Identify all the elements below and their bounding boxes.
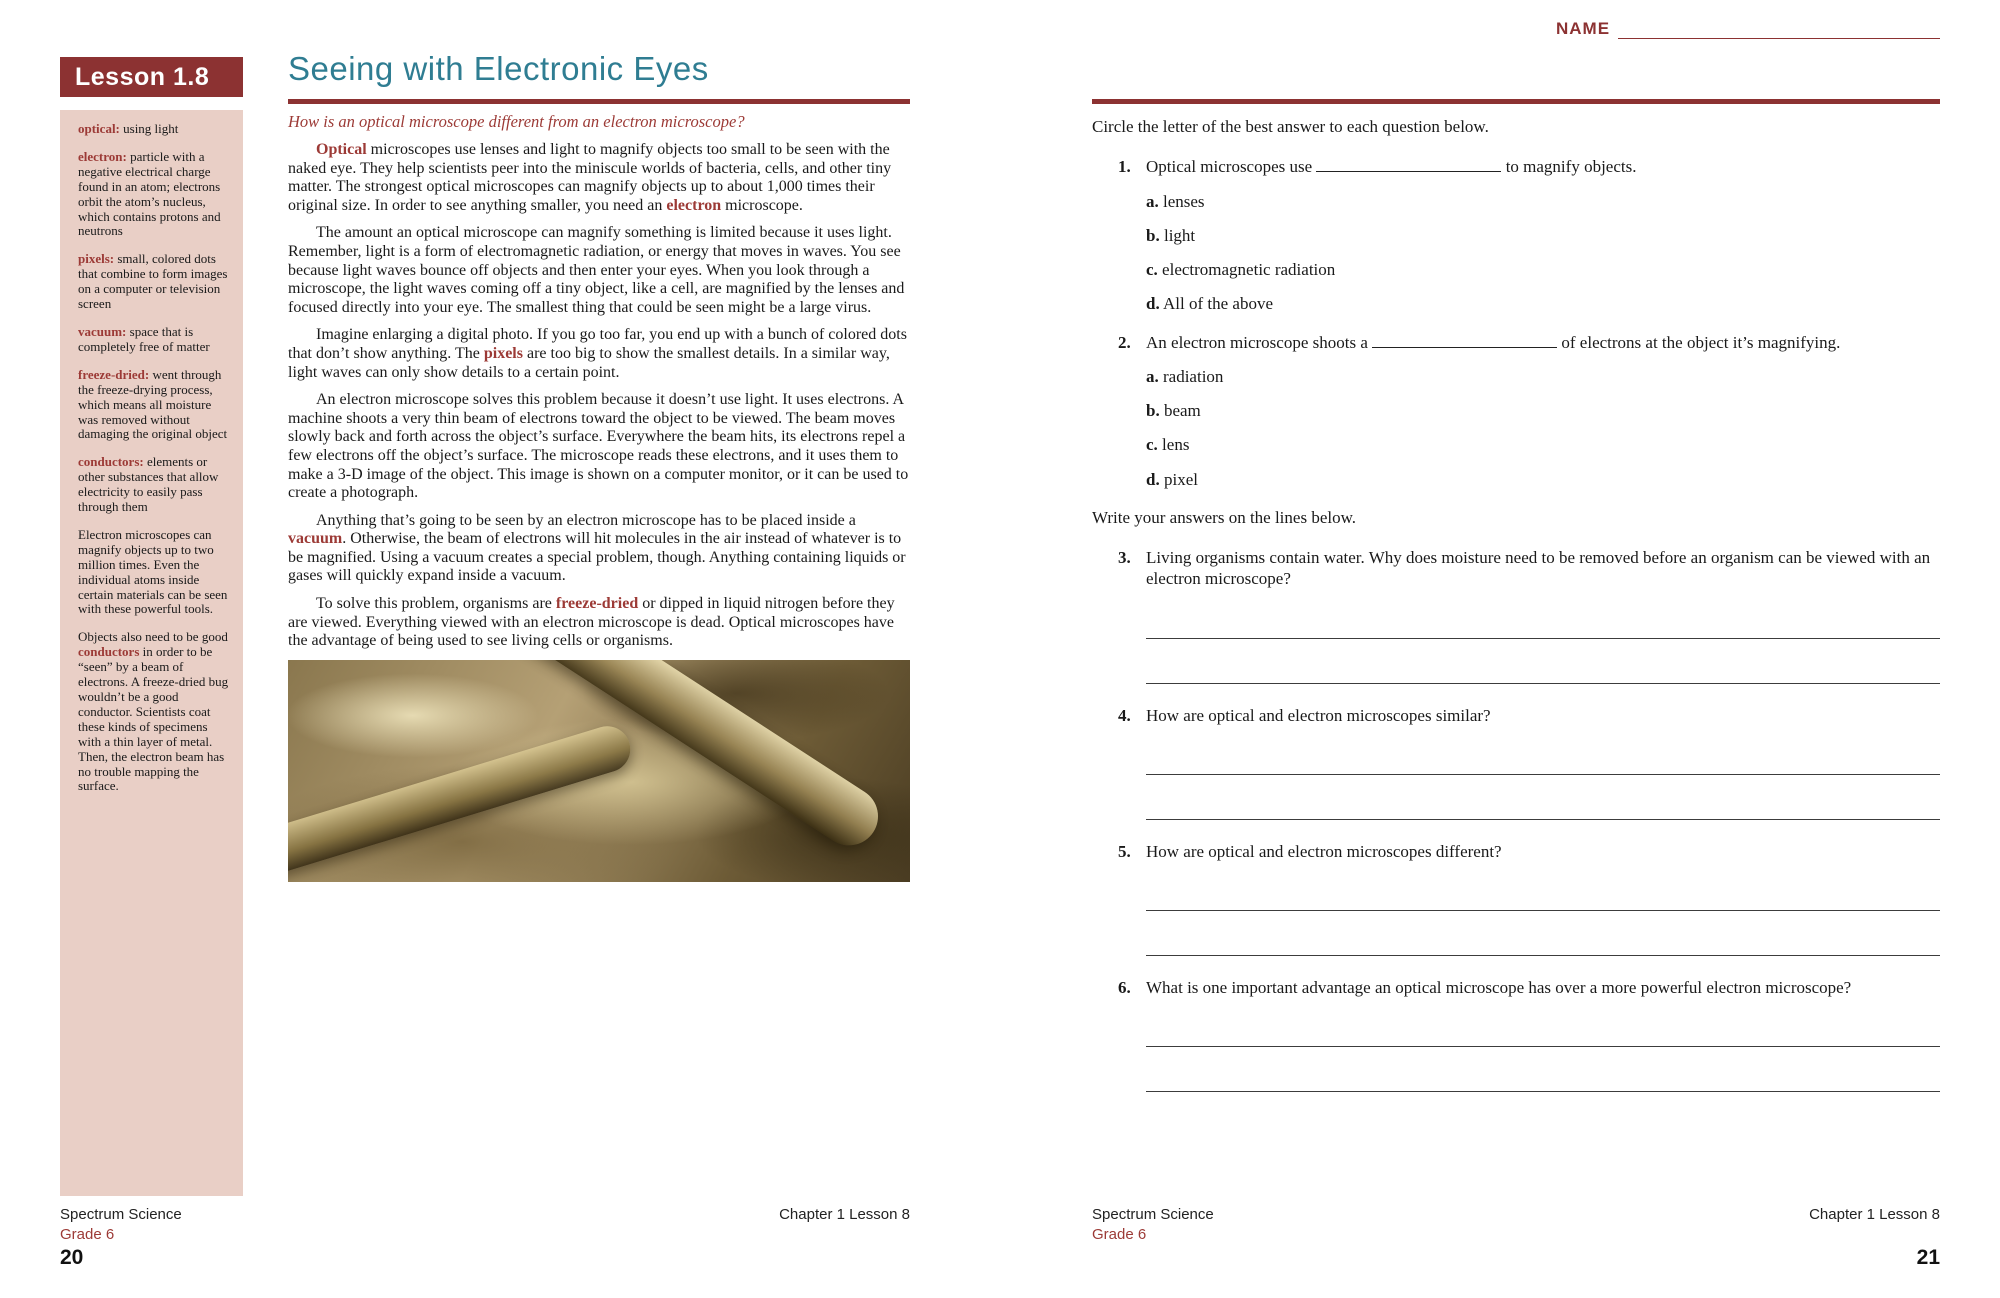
footer-series-left: Spectrum Science	[60, 1206, 182, 1223]
vocab-item-vacuum: vacuum: space that is completely free of matter	[78, 323, 210, 354]
answer-line[interactable]	[1146, 911, 1940, 956]
vocab-item-electron: electron: particle with a negative electrical charge found in an atom; electrons orbit the atom’s nucleus, which contains protons and neutrons	[78, 148, 221, 239]
question-1-option-a[interactable]: a. lenses	[1146, 191, 1205, 211]
name-row	[1556, 18, 1940, 39]
answer-line[interactable]	[1146, 1047, 1940, 1092]
question-1-body	[1146, 156, 1940, 314]
vocab-item-freeze-dried: freeze-dried: went through the freeze-drying process, which means all moisture was removed without damaging the original object	[78, 366, 228, 442]
paragraph-5: Anything that’s going to be seen by an electron microscope has to be placed inside a vacuum. Otherwise, the beam of electrons will hit molecules in the air instead of whatever is to be magnified. Using a vacuum creates a special problem, though. Anything containing liquids or gases will quickly expand inside a vacuum.	[288, 511, 906, 585]
vocab-item-pixels: pixels: small, colored dots that combine to form images on a computer or television screen	[78, 251, 228, 312]
electron-micrograph-image	[288, 660, 910, 882]
question-2-option-a[interactable]: a. radiation	[1146, 366, 1224, 386]
question-2-stem: An electron microscope shoots a of electrons at the object it’s magnifying.	[1146, 332, 1841, 352]
paragraph-1: Optical microscopes use lenses and light to magnify objects too small to be seen with the naked eye. They help scientists peer into the miniscule worlds of bacteria, cells, and other tiny matter. The strongest optical microscopes can magnify objects up to about 1,000 times their original size. In order to see anything smaller, you need an electron microscope.	[288, 141, 892, 214]
question-2-body	[1146, 332, 1940, 490]
mc-instructions: Circle the letter of the best answer to each question below.	[1092, 117, 1489, 136]
question-4-body	[1146, 705, 1940, 820]
answer-line[interactable]	[1146, 730, 1940, 775]
footer-chapter-left: Chapter 1 Lesson 8	[779, 1206, 910, 1223]
page-number-left: 20	[60, 1246, 84, 1269]
answer-line[interactable]	[1146, 775, 1940, 820]
question-1-option-d[interactable]: d. All of the above	[1146, 294, 1274, 314]
answer-line[interactable]	[1146, 639, 1940, 684]
answer-line[interactable]	[1146, 594, 1940, 639]
question-5-number: 5.	[1118, 841, 1131, 861]
sidebar-note-magnify: Electron microscopes can magnify objects up to two million times. Even the individual atoms inside certain materials can be seen with these powerful tools.	[78, 526, 228, 617]
vocab-item-conductors: conductors: elements or other substances that allow electricity to easily pass through them	[78, 454, 219, 515]
questions-column	[1092, 116, 1940, 1113]
answer-line[interactable]	[1146, 866, 1940, 911]
question-6	[1092, 977, 1940, 1092]
header-rule-left	[288, 99, 910, 104]
question-3-body	[1146, 547, 1940, 684]
question-5-text: How are optical and electron microscopes different?	[1146, 841, 1502, 861]
article-column	[288, 112, 910, 882]
question-5	[1092, 841, 1940, 956]
question-4	[1092, 705, 1940, 820]
question-4-number: 4.	[1118, 705, 1131, 725]
vocab-item-optical: optical: using light	[78, 121, 179, 136]
footer-grade-left: Grade 6	[60, 1226, 115, 1243]
paragraph-3: Imagine enlarging a digital photo. If you go too far, you end up with a bunch of colored dots that don’t show anything. The pixels are too big to show the smallest details. In a similar way, light waves can only show details to a certain point.	[288, 326, 907, 381]
header-rule-right	[1092, 99, 1940, 104]
footer-series-right: Spectrum Science	[1092, 1206, 1214, 1223]
lesson-badge: Lesson 1.8	[60, 57, 243, 97]
paragraph-6: To solve this problem, organisms are freeze-dried or dipped in liquid nitrogen before they are viewed. Everything viewed with an electron microscope is dead. Optical microscopes have the advantage of being used to see living cells or organisms.	[288, 595, 895, 650]
name-label: NAME	[1556, 19, 1611, 38]
question-1-option-c[interactable]: c. electromagnetic radiation	[1146, 260, 1336, 279]
question-2-option-c[interactable]: c. lens	[1146, 435, 1190, 455]
paragraph-2: The amount an optical microscope can magnify something is limited because it uses light. Remember, light is a form of electromagnetic radiation, or energy that moves in waves. You see because light waves bounce off objects and then enter your eyes. When you look through a microscope, the light waves coming off a tiny object, like a cell, are magnified by the lenses and focused directly into your eye. The smallest thing that could be seen might be a large virus.	[288, 224, 905, 316]
lead-question: How is an optical microscope different from an electron microscope?	[288, 112, 745, 131]
page-number-right: 21	[1916, 1246, 1940, 1269]
question-2	[1092, 332, 1940, 490]
question-1-option-b[interactable]: b. light	[1146, 225, 1196, 245]
vocabulary-sidebar	[60, 110, 243, 1196]
question-3-number: 3.	[1118, 548, 1131, 567]
question-2-option-d[interactable]: d. pixel	[1146, 469, 1198, 489]
name-input-line[interactable]	[1618, 18, 1940, 39]
footer-chapter-right: Chapter 1 Lesson 8	[1809, 1206, 1940, 1223]
paragraph-4: An electron microscope solves this problem because it doesn’t use light. It uses electrons. A machine shoots a very thin beam of electrons toward the object to be viewed. The beam moves slowly back and forth across the object’s surface. Everywhere the beam hits, its electrons repel a few electrons off the object’s surface. The microscope reads these electrons, and it uses them to make a 3-D image of the object. This image is shown on a computer monitor, or it can be used to create a photograph.	[288, 391, 909, 502]
question-2-number: 2.	[1118, 332, 1131, 352]
lesson-title: Seeing with Electronic Eyes	[288, 50, 709, 87]
question-6-body	[1146, 977, 1940, 1092]
question-3-text: Living organisms contain water. Why does moisture need to be removed before an organism can be viewed with an electron microscope?	[1146, 548, 1931, 589]
question-6-number: 6.	[1118, 978, 1131, 997]
question-6-text: What is one important advantage an optical microscope has over a more powerful electron microscope?	[1146, 978, 1852, 997]
question-1-stem: Optical microscopes use to magnify objects.	[1146, 157, 1637, 177]
answer-line[interactable]	[1146, 1002, 1940, 1047]
question-3	[1092, 547, 1940, 684]
question-1-number: 1.	[1118, 157, 1131, 177]
question-1	[1092, 156, 1940, 314]
footer-grade-right: Grade 6	[1092, 1226, 1147, 1243]
sidebar-note-conductors: Objects also need to be good conductors in order to be “seen” by a beam of electrons. A freeze-dried bug wouldn’t be a good conductor. Scientists coat these kinds of specimens with a thin layer of metal. Then, the electron beam has no trouble mapping the surface.	[78, 629, 229, 794]
question-5-body	[1146, 841, 1940, 956]
question-4-text: How are optical and electron microscopes similar?	[1146, 705, 1491, 725]
written-instructions: Write your answers on the lines below.	[1092, 507, 1357, 527]
question-2-option-b[interactable]: b. beam	[1146, 401, 1201, 420]
